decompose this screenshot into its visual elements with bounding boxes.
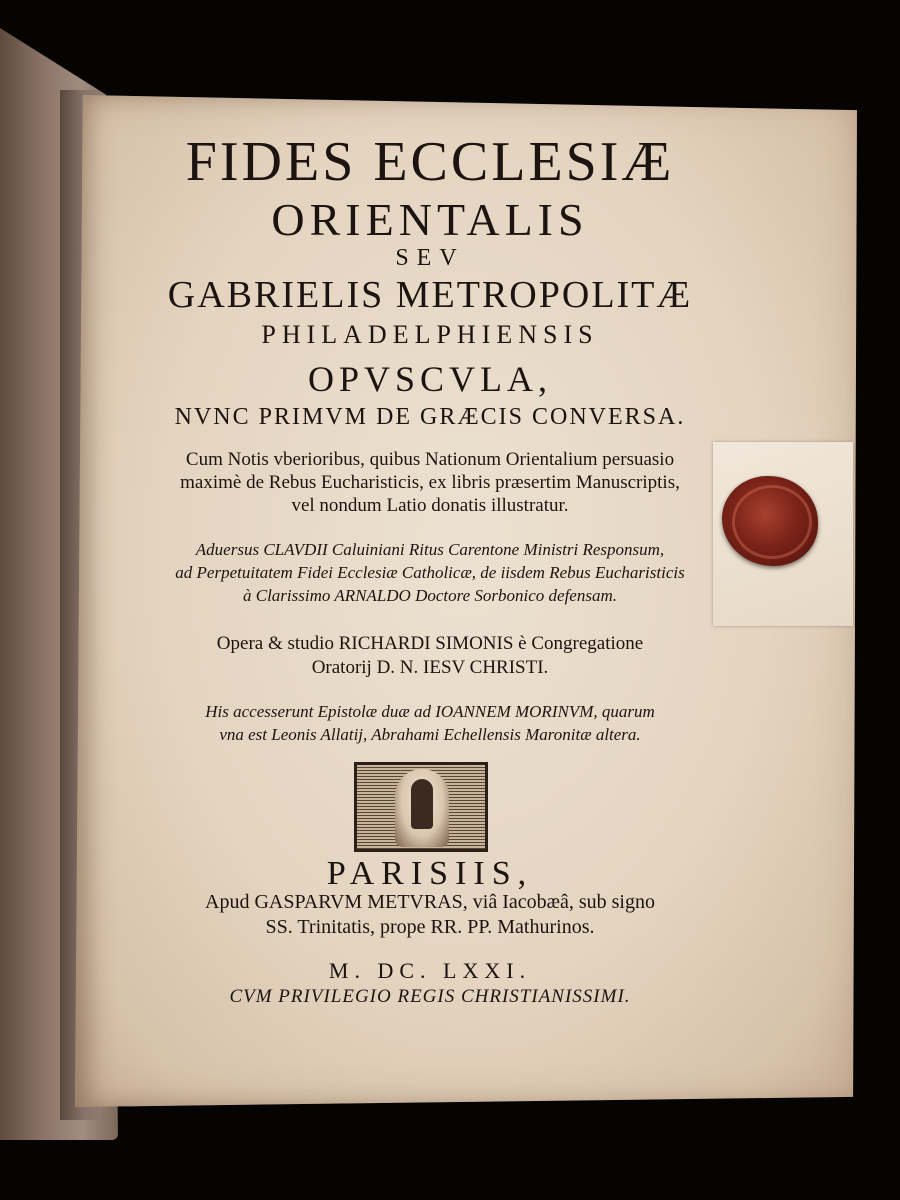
title-line-6: OPVSCVLA, xyxy=(307,359,553,399)
title-line-7: NVNC PRIMVM DE GRÆCIS CONVERSA. xyxy=(174,404,686,430)
adversus-paragraph xyxy=(120,538,740,607)
imprint-line: SS. Trinitatis, prope RR. PP. Mathurinos. xyxy=(265,916,595,938)
title-line-3: SEV xyxy=(395,245,465,271)
notes-paragraph xyxy=(120,448,740,517)
opera-line: Opera & studio RICHARDI SIMONIS è Congregatione xyxy=(216,633,644,654)
imprint-paragraph xyxy=(120,890,740,940)
title-line-5: PHILADELPHIENSIS xyxy=(261,320,599,349)
imprint-line: Apud GASPARVM METVRAS, viâ Iacobæâ, sub signo xyxy=(205,891,655,913)
seal-rim xyxy=(732,485,812,559)
adversus-line: ad Perpetuitatem Fidei Ecclesiæ Catholicæ, de iisdem Rebus Eucharisticis xyxy=(175,563,685,582)
opera-line: Oratorij D. N. IESV CHRISTI. xyxy=(311,657,549,678)
notes-line: vel nondum Latio donatis illustratur. xyxy=(291,495,569,516)
title-line-4: GABRIELIS METROPOLITÆ xyxy=(167,274,693,316)
imprint-city: PARISIIS, xyxy=(326,855,534,892)
notes-line: maximè de Rebus Eucharisticis, ex libris præsertim Manuscriptis, xyxy=(180,472,680,493)
imprint-date: M. DC. LXXI. xyxy=(328,958,532,983)
printer-device-woodcut-icon xyxy=(354,762,488,852)
adversus-line: à Clarissimo ARNALDO Doctore Sorbonico defensam. xyxy=(243,586,617,605)
title-line-2: ORIENTALIS xyxy=(271,194,589,245)
title-line-1: FIDES ECCLESIÆ xyxy=(185,131,675,193)
adversus-line: Aduersus CLAVDII Caluiniani Ritus Carentone Ministri Responsum, xyxy=(195,540,665,559)
epistolae-line: vna est Leonis Allatij, Abrahami Echellensis Maronitæ altera. xyxy=(219,725,641,744)
privilege-line: CVM PRIVILEGIO REGIS CHRISTIANISSIMI. xyxy=(229,986,631,1007)
epistolae-paragraph xyxy=(120,700,740,746)
notes-line: Cum Notis vberioribus, quibus Nationum Orientalium persuasio xyxy=(185,449,675,470)
epistolae-line: His accesserunt Epistolæ duæ ad IOANNEM MORINVM, quarum xyxy=(205,702,655,721)
opera-paragraph xyxy=(120,632,740,680)
woodcut-figure xyxy=(411,779,433,829)
